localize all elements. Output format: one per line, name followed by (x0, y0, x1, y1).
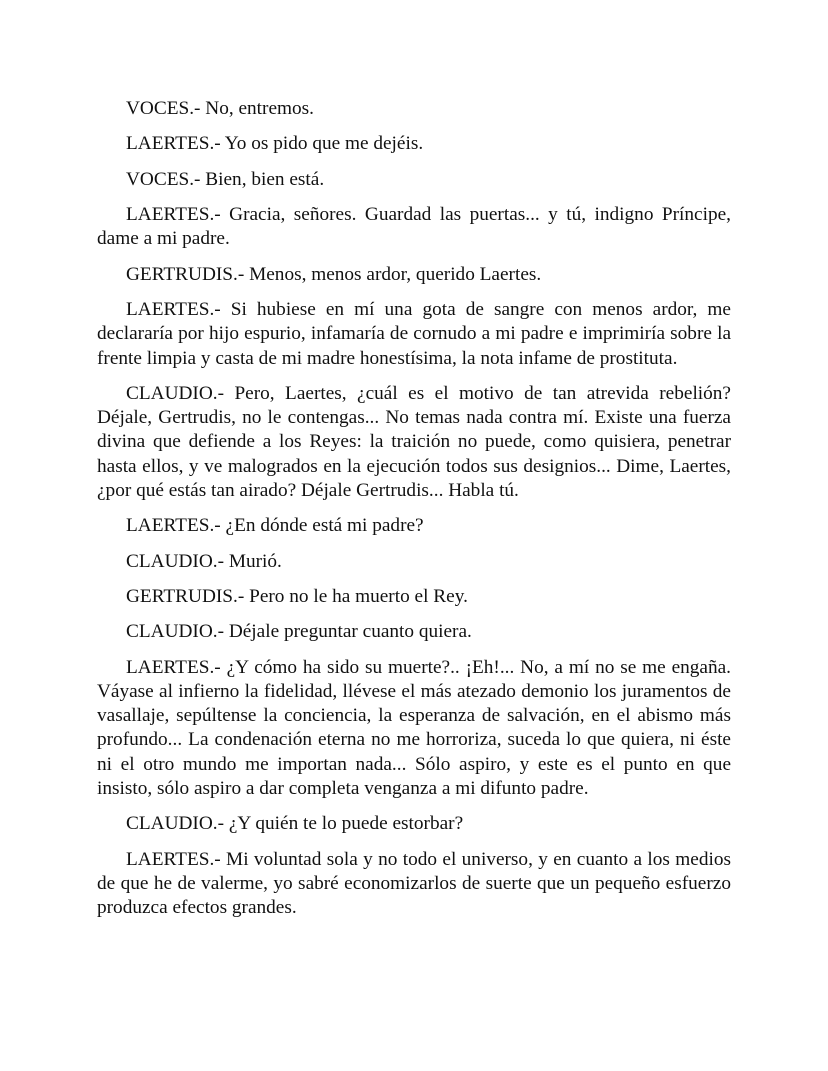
dialogue-line: GERTRUDIS.- Menos, menos ardor, querido Laertes. (126, 263, 542, 285)
dialogue-line: LAERTES.- Mi voluntad sola y no todo el universo, y en cuanto a los medios de que he de valerme, yo sabré economizarlos de suerte que un pequeño esfuerzo produzca efectos grandes. (97, 848, 731, 918)
dialogue-line: LAERTES.- ¿En dónde está mi padre? (126, 515, 424, 537)
dialogue-line: CLAUDIO.- ¿Y quién te lo puede estorbar? (126, 813, 464, 835)
dialogue-line: LAERTES.- Si hubiese en mí una gota de sangre con menos ardor, me declararía por hijo espurio, infamaría de cornudo a mi padre e imprimiría sobre la frente limpia y casta de mi madre honestísima, la nota infame de prostituta. (97, 299, 731, 369)
dialogue-line: CLAUDIO.- Murió. (126, 550, 282, 572)
dialogue-line: CLAUDIO.- Déjale preguntar cuanto quiera. (126, 621, 472, 643)
document-page (97, 97, 731, 931)
dialogue-line: LAERTES.- Yo os pido que me dejéis. (126, 133, 424, 155)
dialogue-line: CLAUDIO.- Pero, Laertes, ¿cuál es el motivo de tan atrevida rebelión? Déjale, Gertrudis, no le contengas... No temas nada contra mí. Existe una fuerza divina que defiende a los Reyes: la traición no puede, como quisiera, penetrar hasta ellos, y ve malogrados en la ejecución todos sus designios... Dime, Laertes, ¿por qué estás tan airado? Déjale Gertrudis... Habla tú. (97, 382, 731, 501)
dialogue-line: VOCES.- Bien, bien está. (126, 168, 325, 190)
dialogue-line: LAERTES.- ¿Y cómo ha sido su muerte?.. ¡Eh!... No, a mí no se me engaña. Váyase al infierno la fidelidad, llévese el más atezado demonio los juramentos de vasallaje, sepúltense la conciencia, la esperanza de salvación, en el abismo más profundo... La condenación eterna no me horroriza, suceda lo que quiera, ni éste ni el otro mundo me importan nada... Sólo aspiro, y este es el punto en que insisto, sólo aspiro a dar completa venganza a mi difunto padre. (97, 656, 731, 799)
dialogue-line: VOCES.- No, entremos. (126, 98, 314, 119)
dialogue-line: LAERTES.- Gracia, señores. Guardad las puertas... y tú, indigno Príncipe, dame a mi padre. (97, 204, 731, 250)
dialogue-line: GERTRUDIS.- Pero no le ha muerto el Rey. (126, 585, 468, 607)
